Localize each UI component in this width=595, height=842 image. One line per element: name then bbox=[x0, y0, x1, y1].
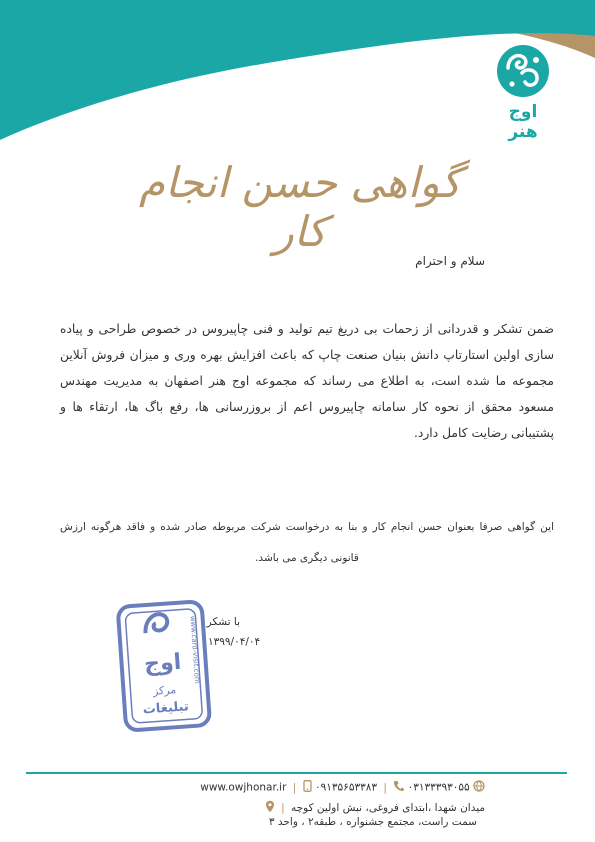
greeting: سلام و احترام bbox=[415, 254, 485, 268]
stamp-center-text: مرکز bbox=[152, 683, 177, 698]
footer-contact-row: www.owjhonar.ir | ۰۹۱۳۵۶۵۳۳۸۳ | ۰۳۱۳۳۳۹۳۰۵۵ bbox=[200, 780, 485, 795]
footer-phone-mobile[interactable]: ۰۹۱۳۵۶۵۳۳۸۳ bbox=[314, 781, 378, 794]
certificate-title: گواهی حسن انجام کار bbox=[139, 158, 461, 256]
footer-address-line-1: میدان شهدا ،ابتدای فروغی، نبش اولین کوچه bbox=[291, 802, 485, 814]
footer-website[interactable]: www.owjhonar.ir bbox=[200, 781, 287, 794]
stamp-top-text: اوج bbox=[143, 649, 183, 678]
footer-phone-landline[interactable]: ۰۳۱۳۳۳۹۳۰۵۵ bbox=[407, 781, 470, 794]
disclaimer-paragraph: این گواهی صرفا بعنوان حسن انجام کار و بنا به درخواست شرکت مربوطه صادر شده و فاقد هرگونه ارزش قانونی دیگری می باشد. bbox=[60, 521, 554, 564]
footer-divider bbox=[26, 772, 567, 774]
date-text: ۱۳۹۹/۰۴/۰۴ bbox=[208, 636, 261, 648]
company-stamp bbox=[108, 598, 218, 738]
footer-address-row: میدان شهدا ،ابتدای فروغی، نبش اولین کوچه | bbox=[265, 800, 485, 816]
body-paragraph: ضمن تشکر و قدردانی از زحمات بی دریغ تیم تولید و فنی چاپیروس در خصوص طراحی و پیاده سازی اولین استارتاپ دانش بنیان صنعت چاپ که باعث افزایش بهره وری و میزان فروش آنلاین مجموعه ما شده است، به اطلاع می رساند که مجموعه اوج هنر اصفهان به مدیریت مهندس مسعود محقق از نحوه کار سامانه چاپیروس اعم از بروزرسانی ها، رفع باگ ها، ارتقاء ها و پشتیبانی رضایت کامل دارد. bbox=[60, 322, 554, 440]
phone-icon bbox=[393, 780, 404, 795]
footer-address-line-2: سمت راست، مجتمع جشنواره ، طبقه۲ ، واحد ۳ bbox=[268, 816, 477, 828]
closing-text: با تشکر bbox=[206, 616, 240, 628]
footer-address-row-2 bbox=[269, 816, 477, 828]
logo-text: اوج هنر bbox=[508, 102, 538, 142]
stamp-bottom-text: تبلیغات bbox=[142, 699, 190, 718]
stamp-side-text: www.card-visit.com bbox=[188, 615, 202, 684]
stamp-leaf-icon bbox=[144, 614, 168, 634]
mobile-icon bbox=[303, 780, 312, 795]
company-logo bbox=[492, 42, 554, 142]
logo-emblem-icon bbox=[492, 42, 554, 102]
location-pin-icon bbox=[265, 800, 275, 816]
globe-icon bbox=[473, 780, 485, 795]
